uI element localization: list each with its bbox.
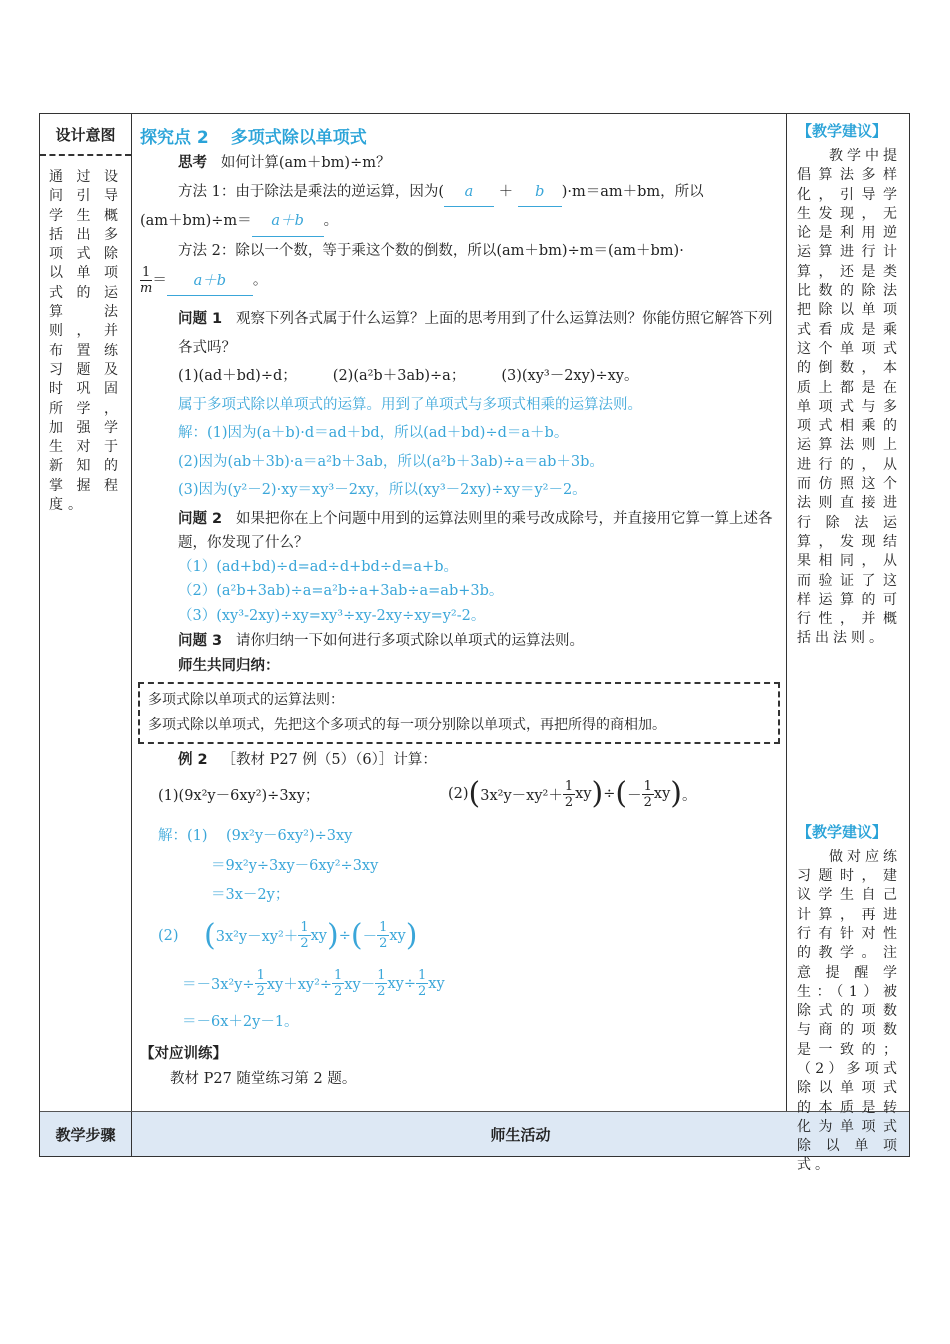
method1-suffix: )·m＝am＋bm，所以 [561,183,704,200]
question2 [140,507,778,555]
method1-line1 [140,178,778,208]
blank-a: a [444,178,494,208]
example2-text: ［教材 P27 例（5）（6）］计算： [221,752,437,768]
q1-label: 问题 1 [178,311,223,327]
term: xy＋xy²÷ [266,977,333,993]
problem-2 [448,776,697,811]
fraction-1-over-m [140,265,152,296]
left-paren: ( [615,776,628,811]
question3 [140,628,778,654]
solution-1-label: 解：(1) [158,828,208,844]
q2-solution-3: （3）(xy³-2xy)÷xy=xy³÷xy-2xy÷xy=y²-2。 [178,607,486,624]
plus-sign: ＋ [498,183,514,200]
practice-title: 【对应训练】 [140,1045,227,1062]
q1-solution-2: (2)因为(ab＋3b)·a＝a²b＋3ab，所以(a²b＋3ab)÷a＝ab＋3b。 [178,453,604,470]
fraction-half [298,920,310,951]
period: 。 [252,272,268,289]
left-paren: ( [468,776,481,811]
frac-den: 2 [334,984,343,999]
q1-items [140,362,778,391]
fraction-half [255,968,267,999]
term: xy÷ [387,975,417,992]
q1-item-3: (3)(xy³－2xy)÷xy。 [501,368,639,384]
frac-den: 2 [418,984,427,999]
think-label: 思考 [178,155,207,171]
main-content [132,114,787,1111]
question1 [140,305,778,362]
frac-den: 2 [564,794,574,810]
rule-title: 多项式除以单项式的运算法则： [148,692,344,708]
frac-num: 1 [643,778,652,794]
example2-solution-1 [140,822,778,911]
design-intent-column [40,114,132,1111]
lesson-table [39,113,910,1174]
fraction-half [375,968,387,999]
problem-2-term: 3x²y－xy²＋ [480,787,563,804]
teaching-advice-column [787,114,909,1174]
frac-den: 2 [643,794,652,810]
think-line [140,149,778,178]
minus-sign: － [362,929,378,945]
method1-prefix: 方法 1：由于除法是乘法的逆运算，因为( [178,183,444,200]
solution-2-line3: ＝－6x＋2y－1。 [182,1013,299,1030]
frac-num: 1 [256,968,265,983]
fraction-half [416,968,428,999]
example2-solution-2 [140,911,778,1037]
q1-solution-3: (3)因为(y²－2)·xy＝xy³－2xy，所以(xy³－2xy)÷xy＝y²－2。 [178,482,587,498]
teaching-steps-header: 教学步骤 [40,1112,132,1156]
advice-title-2: 【教学建议】 [797,822,888,841]
summary-label: 师生共同归纳： [178,658,280,674]
term: 3x²y－xy²＋ [215,929,299,945]
frac-num: 1 [564,778,574,794]
right-paren: ) [670,776,682,811]
advice-title-1: 【教学建议】 [797,122,888,140]
blank-a-plus-b-2: a＋b [167,267,253,297]
frac-den: 2 [256,984,265,999]
rule-text: 多项式除以单项式，先把这个多项式的每一项分别除以单项式，再把所得的商相加。 [148,717,666,733]
fraction-half [642,779,654,810]
frac-num: 1 [377,968,386,983]
advice-body-2: 做对应练习题时，建议学生自己计算，再进行有针对性的教学。注意提醒学生：（1）被除式的项数与商的项数是一致的；（2）多项式除以单项式的本质是转化为单项式除以单项式。 [797,848,901,1174]
footer-row [40,1112,909,1156]
xy: xy [310,927,327,944]
period: 。 [681,787,697,804]
design-intent-text: 通过设问引导学生概括出多项式除以单项式的运算法则，并布置练习题及时巩固所学，加强学生对于新知的掌握程度。 [49,169,123,514]
divide-sign: ÷ [338,927,351,944]
q3-text: 请你归纳一下如何进行多项式除以单项式的运算法则。 [235,633,584,649]
q1-answer: 属于多项式除以单项式的运算。用到了单项式与多项式相乘的运算法则。 [178,396,642,413]
frac-den: 2 [379,936,388,951]
example2-problems [140,772,778,816]
term: xy [428,975,445,992]
example2-label: 例 2 [178,752,208,768]
frac-num: 1 [300,920,309,935]
q2-label: 问题 2 [178,510,223,527]
teacher-student-activity-header: 师生活动 [490,1125,551,1144]
q2-solution-1: （1）(ad+bd)÷d=ad÷d+bd÷d=a+b。 [178,558,458,575]
example2 [140,748,778,772]
frac-den: m [140,281,153,296]
advice-body-1: 教学中提倡算法多样化，引导学生发现，无论是利用逆运算进行计算，还是类比数的除法把除以单项式看成是乘这个单项式的倒数，本质上都是在单项式与多项式相乘的运算法则上进行的，从而仿照这个法则直接进行除法运算，发现结果相同，从而验证了这样运算的可行性，并概括出法则。 [797,148,901,647]
frac-den: 2 [377,984,386,999]
fraction-half [332,968,344,999]
right-paren: ) [591,776,604,811]
solution-1-line: ＝9x²y÷3xy－6xy²÷3xy [211,857,379,874]
method1-line2-prefix: (am＋bm)÷m＝ [140,213,252,229]
frac-num: 1 [418,968,427,983]
xy: xy [389,927,406,944]
q1-solution-1: 解：(1)因为(a＋b)·d＝ad＋bd，所以(ad＋bd)÷d＝a＋b。 [178,425,569,441]
frac-num: 1 [334,968,343,983]
think-text: 如何计算(am＋bm)÷m？ [220,155,391,171]
problem-1: (1)(9x²y－6xy²)÷3xy； [158,787,320,804]
rule-box [138,682,780,744]
q2-text: 如果把你在上个问题中用到的运算法则里的乘号改成除号，并直接用它算一算上述各题，你发现了什么？ [178,510,773,551]
section-title [140,123,778,151]
minus-sign: － [627,787,642,804]
solution-2-label: (2) [158,927,179,944]
q1-item-2: (2)(a²b＋3ab)÷a； [332,368,466,384]
right-paren: ) [326,917,339,953]
blank-a-plus-b: a＋b [252,207,324,237]
left-paren: ( [350,917,363,953]
design-intent-header: 设计意图 [40,114,131,156]
method1-line2 [140,207,778,237]
frac-den: 2 [300,936,309,951]
term: xy－ [344,977,376,993]
q1-item-1: (1)(ad＋bd)÷d； [178,368,297,384]
period: 。 [323,213,339,229]
q2-solution-2: （2）(a²b+3ab)÷a=a²b÷a+3ab÷a=ab+3b。 [178,583,504,599]
right-paren: ) [405,917,418,953]
q3-label: 问题 3 [178,633,223,649]
blank-b: b [518,178,562,208]
q1-text: 观察下列各式属于什么运算？上面的思考用到了什么运算法则？你能仿照它解答下列各式吗？ [178,311,773,356]
frac-num: 1 [142,265,151,280]
solution-1-line: ＝3x－2y； [211,887,290,903]
fraction-half [377,920,389,951]
method2-line2 [140,265,778,301]
xy: xy [575,786,592,802]
solution-2-line2 [158,961,778,1007]
equals: ＝ [152,272,167,289]
solution-1-line: (9x²y－6xy²)÷3xy [225,828,353,844]
problem-2-label: (2) [448,786,469,802]
fraction-half [563,779,575,810]
divide-sign: ÷ [603,786,616,802]
section-label: 探究点 2 [140,128,209,148]
section-name: 多项式除以单项式 [230,128,367,148]
left-paren: ( [204,917,216,953]
term: ＝－3x²y÷ [182,977,255,993]
practice-text: 教材 P27 随堂练习第 2 题。 [170,1070,357,1087]
xy: xy [653,786,671,802]
method2-line1: 方法 2：除以一个数，等于乘这个数的倒数，所以(am＋bm)÷m＝(am＋bm)· [178,242,684,259]
frac-num: 1 [379,920,388,935]
